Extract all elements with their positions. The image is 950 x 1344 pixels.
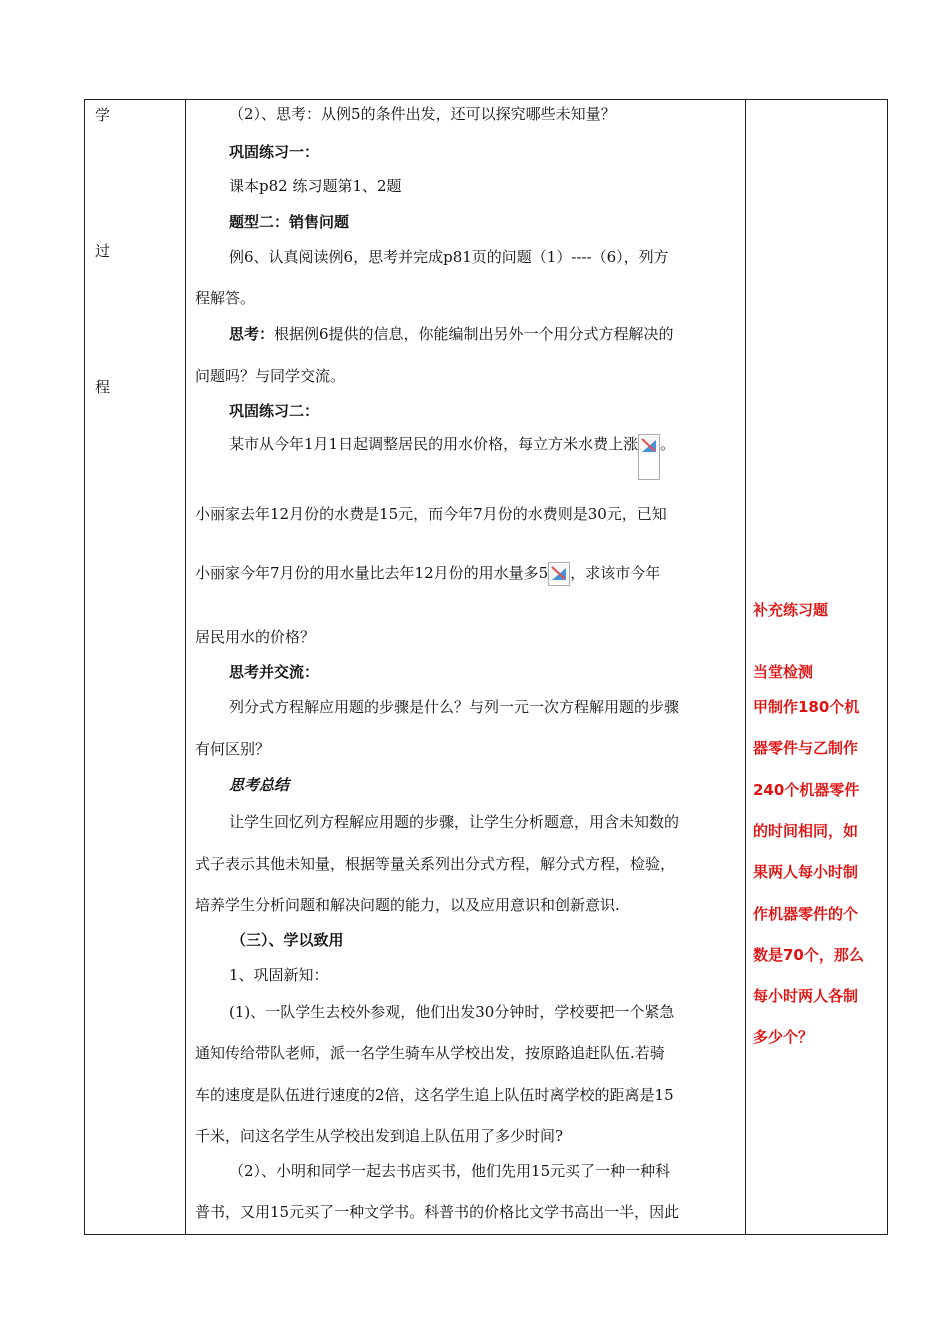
supplement-text: 多少个？ bbox=[753, 1028, 814, 1046]
problem-text: ，求该市今年 bbox=[570, 564, 661, 582]
text-line: 让学生回忆列方程解应用题的步骤，让学生分析题意，用含未知数的 bbox=[229, 813, 680, 831]
text-line: 千米，问这名学生从学校出发到追上队伍用了多少时间? bbox=[195, 1127, 564, 1145]
text-line bbox=[195, 562, 660, 586]
supplement-text: 每小时两人各制 bbox=[753, 987, 859, 1005]
text-line: 小丽家去年12月份的水费是15元，而今年7月份的水费则是30元，已知 bbox=[195, 505, 667, 523]
supplement-text: 果两人每小时制 bbox=[753, 863, 859, 881]
supplement-text: 作机器零件的个 bbox=[753, 905, 859, 923]
text-line: 居民用水的价格？ bbox=[195, 628, 316, 646]
text-line: （2）、思考：从例5的条件出发，还可以探究哪些未知量？ bbox=[229, 105, 616, 123]
problem-text: 某市从今年1月1日起调整居民的用水价格，每立方米水费上涨 bbox=[229, 435, 639, 453]
supplement-heading: 补充练习题 bbox=[753, 601, 829, 619]
heading: 题型二：销售问题 bbox=[229, 213, 350, 231]
section-label-char: 过 bbox=[95, 242, 111, 260]
think-label: 思考： bbox=[229, 325, 275, 343]
heading: 思考并交流： bbox=[229, 663, 320, 681]
heading: 巩固练习二： bbox=[229, 402, 320, 420]
heading: （三）、学以致用 bbox=[231, 931, 344, 949]
section-label-column bbox=[85, 100, 185, 1234]
text-line: 问题吗？与同学交流。 bbox=[195, 367, 346, 385]
problem-text: 。 bbox=[660, 435, 676, 453]
formula-image-icon bbox=[638, 434, 660, 480]
text-line: 程解答。 bbox=[195, 289, 256, 307]
supplement-text: 的时间相同，如 bbox=[753, 822, 859, 840]
text-line: 培养学生分析问题和解决问题的能力，以及应用意识和创新意识. bbox=[195, 896, 620, 914]
text-line bbox=[229, 324, 674, 344]
text-line: 列分式方程解应用题的步骤是什么？与列一元一次方程解用题的步骤 bbox=[229, 698, 680, 716]
heading: 思考总结 bbox=[229, 776, 290, 794]
column-divider bbox=[185, 100, 186, 1234]
text-line: 式子表示其他未知量，根据等量关系列出分式方程，解分式方程，检验， bbox=[195, 855, 676, 873]
supplement-text: 甲制作180个机 bbox=[753, 698, 860, 716]
text-line: 课本p82 练习题第1、2题 bbox=[229, 177, 402, 195]
text-line bbox=[229, 434, 675, 480]
problem-text: 小丽家今年7月份的用水量比去年12月份的用水量多5 bbox=[195, 564, 549, 582]
think-text: 根据例6提供的信息，你能编制出另外一个用分式方程解决的 bbox=[274, 325, 674, 343]
text-line: 车的速度是队伍进行速度的2倍，这名学生追上队伍时离学校的距离是15 bbox=[195, 1086, 674, 1104]
formula-image-icon bbox=[548, 562, 570, 586]
column-divider bbox=[745, 100, 746, 1234]
text-line: （2）、小明和同学一起去书店买书，他们先用15元买了一种一种科 bbox=[229, 1162, 671, 1180]
section-label-char: 学 bbox=[95, 106, 111, 124]
text-line: 普书，又用15元买了一种文学书。科普书的价格比文学书高出一半，因此 bbox=[195, 1203, 680, 1221]
supplement-heading: 当堂检测 bbox=[753, 663, 814, 681]
text-line: 1、巩固新知： bbox=[229, 966, 329, 984]
text-line: 有何区别？ bbox=[195, 740, 271, 758]
text-line: 通知传给带队老师，派一名学生骑车从学校出发，按原路追赶队伍.若骑 bbox=[195, 1044, 665, 1062]
text-line: (1)、一队学生去校外参观，他们出发30分钟时，学校要把一个紧急 bbox=[229, 1003, 675, 1021]
supplement-text: 数是70个，那么 bbox=[753, 946, 864, 964]
heading: 巩固练习一： bbox=[229, 143, 320, 161]
lesson-table bbox=[84, 99, 888, 1235]
section-label-char: 程 bbox=[95, 378, 111, 396]
supplement-text: 器零件与乙制作 bbox=[753, 739, 859, 757]
supplement-text: 240个机器零件 bbox=[753, 781, 860, 799]
text-line: 例6、认真阅读例6，思考并完成p81页的问题（1）----（6），列方 bbox=[229, 248, 669, 266]
